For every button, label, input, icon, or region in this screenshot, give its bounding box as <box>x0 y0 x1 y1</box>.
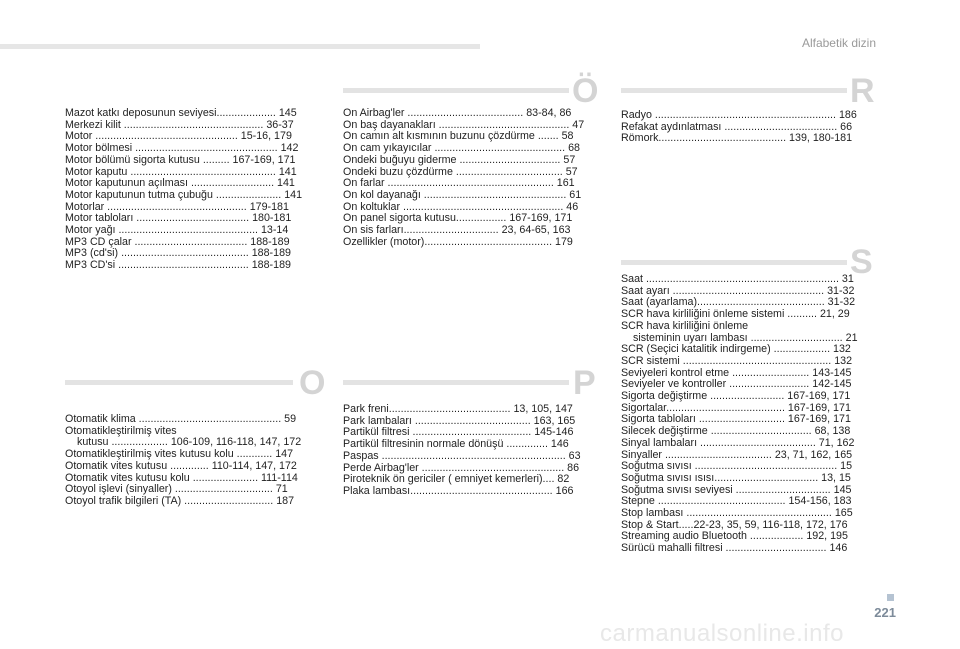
index-entry: SCR sistemi .................................................. 132 <box>621 355 853 367</box>
index-entry: Soğutma sıvısı ısısı................................... 13, 15 <box>621 472 851 484</box>
index-section-p <box>343 404 601 498</box>
section-divider-p <box>343 380 569 385</box>
index-entry: Ön panel sigorta kutusu................. 167-169, 171 <box>343 213 573 225</box>
index-entry: Partikül filtresinin normale dönüşü .............. 146 <box>343 439 569 451</box>
index-entry: Sinyaller .................................... 23, 71, 162, 165 <box>621 449 853 461</box>
index-entry: SCR hava kirliliğini önleme sistemi .......... 21, 29 <box>621 309 850 321</box>
index-entry: Plaka lambası................................................ 166 <box>343 485 574 497</box>
index-entry: SCR (Seçici katalitik indirgeme) ................... 132 <box>621 344 851 356</box>
index-entry: Paspas .............................................................. 63 <box>343 450 581 462</box>
index-entry: SCR hava kirliliğini önleme <box>621 320 749 332</box>
index-entry: Ön baş dayanakları ............................................ 47 <box>343 119 585 131</box>
index-entry: Silecek değiştirme .................................. 68, 138 <box>621 426 851 438</box>
index-entry: Öndeki buzu çözdürme .................................... 57 <box>343 166 578 178</box>
page-number: 221 <box>874 605 896 620</box>
index-entry: Otomatik vites kutusu kolu ...................... 111-114 <box>65 472 298 484</box>
index-entry: Motor kaputu ................................................. 141 <box>65 166 297 178</box>
index-entry: Refakat aydınlatması ...................................... 66 <box>621 121 853 133</box>
index-entry: Park freni......................................... 13, 105, 147 <box>343 404 573 415</box>
index-entry: Motor bölmesi ................................................ 142 <box>65 143 299 155</box>
index-entry: Mazot katkı deposunun seviyesi.................... 145 <box>65 108 297 119</box>
index-entry: Saat ayarı ................................................... 31-32 <box>621 285 855 297</box>
index-entry: Otomatikleştirilmiş vites <box>65 425 177 437</box>
index-entry: Sinyal lambaları ....................................... 71, 162 <box>621 437 855 449</box>
index-entry: Stepne ........................................... 154-156, 183 <box>621 496 852 508</box>
index-entry: Sigorta tabloları ............................. 167-169, 171 <box>621 414 851 426</box>
watermark: carmanualsonline.info <box>600 620 844 647</box>
index-entry: Saat ................................................................. 31 <box>621 274 854 285</box>
index-entry: kutusu ................... 106-109, 116-118, 147, 172 <box>77 437 302 449</box>
section-divider-r <box>621 88 847 93</box>
index-entry: sisteminin uyarı lambası ............................... 21 <box>633 332 858 344</box>
index-entry: Stop & Start.....22-23, 35, 59, 116-118, 172, 176 <box>621 519 848 531</box>
index-section-r <box>621 110 879 145</box>
index-entry: Sigortalar........................................ 167-169, 171 <box>621 402 851 414</box>
index-entry: Römork........................................... 139, 180-181 <box>621 133 853 145</box>
index-section-oe <box>343 108 601 248</box>
index-entry: Otomatikleştirilmiş vites kutusu kolu ............ 147 <box>65 449 294 461</box>
index-entry: Motor tabloları ...................................... 180-181 <box>65 213 292 225</box>
index-entry: MP3 CD çalar ...................................... 188-189 <box>65 236 290 248</box>
header-bar <box>0 44 480 49</box>
section-divider-s <box>621 260 847 265</box>
index-entry: Ön kol dayanağı ................................................ 61 <box>343 189 582 201</box>
index-entry: Motor ................................................ 15-16, 179 <box>65 131 292 143</box>
index-entry: Motor kaputunun açılması ............................ 141 <box>65 178 295 190</box>
index-entry: Soğutma sıvısı ................................................ 15 <box>621 461 853 473</box>
index-entry: Seviyeleri kontrol etme .......................... 143-145 <box>621 367 852 379</box>
index-entry: Otomatik vites kutusu ............. 110-114, 147, 172 <box>65 460 297 472</box>
section-divider-o <box>65 380 293 385</box>
index-entry: Saat (ayarlama)........................................... 31-32 <box>621 297 856 309</box>
index-entry: Sigorta değiştirme ......................... 167-169, 171 <box>621 391 851 403</box>
index-section-o <box>65 414 323 508</box>
page-header-title: Alfabetik dizin <box>801 36 876 50</box>
index-entry: Motor yağı ............................................... 13-14 <box>65 225 289 237</box>
section-divider-oe <box>343 88 569 93</box>
index-entry: Ön Airbag'ler ....................................... 83-84, 86 <box>343 108 572 119</box>
index-entry: Piroteknik ön gericiler ( emniyet kemerleri).... 82 <box>343 474 570 486</box>
index-entry: Otoyol trafik bilgileri (TA) .............................. 187 <box>65 495 295 507</box>
index-entry: Merkezi kilit ............................................... 36-37 <box>65 119 294 131</box>
section-letter-p: P <box>573 364 596 402</box>
index-section-s <box>621 274 879 555</box>
index-entry: Park lambaları ....................................... 163, 165 <box>343 415 576 427</box>
index-entry: Sürücü mahalli filtresi .................................. 146 <box>621 543 848 555</box>
index-entry: Ön cam yıkayıcılar ............................................ 68 <box>343 143 580 155</box>
index-entry: Seviyeler ve kontroller ........................... 142-145 <box>621 379 852 391</box>
index-entry: Ön sis farları................................ 23, 64-65, 163 <box>343 225 571 237</box>
index-entry: MP3 (cd'si) ........................................... 188-189 <box>65 248 291 260</box>
index-entry: Soğutma sıvısı seviyesi ................................ 145 <box>621 484 852 496</box>
index-entry: Özellikler (motor)........................................... 179 <box>343 236 573 248</box>
index-entry: Motor kaputunun tutma çubuğu ...................... 141 <box>65 189 303 201</box>
index-entry: Perde Airbag'ler ................................................ 86 <box>343 462 580 474</box>
section-letter-s: S <box>850 243 873 281</box>
index-entry: Motor bölümü sigorta kutusu ......... 167-169, 171 <box>65 154 296 166</box>
index-entry: Streaming audio Bluetooth .................. 192, 195 <box>621 531 848 543</box>
index-entry: Ön camın alt kısmının buzunu çözdürme ....... 58 <box>343 131 574 143</box>
section-letter-o: O <box>299 364 326 402</box>
index-entry: Ön koltuklar ...................................................... 46 <box>343 201 579 213</box>
index-entry: Öndeki buğuyu giderme .................................. 57 <box>343 154 576 166</box>
index-entry: Motorlar ............................................... 179-181 <box>65 201 289 213</box>
index-entry: Otoyol işlevi (sinyaller) ................................. 71 <box>65 484 288 496</box>
page-marker <box>887 594 894 601</box>
section-letter-oe: Ö <box>572 72 599 110</box>
index-entry: Ön farlar ........................................................ 161 <box>343 178 575 190</box>
index-entry: Radyo ............................................................. 186 <box>621 110 857 121</box>
index-column-m <box>65 108 323 272</box>
index-entry: Otomatik klima ................................................ 59 <box>65 414 297 425</box>
index-entry: Stop lambası ................................................. 165 <box>621 508 853 520</box>
index-entry: MP3 CD'si ............................................ 188-189 <box>65 260 291 272</box>
index-entry: Partikül filtresi ........................................ 145-146 <box>343 427 574 439</box>
section-letter-r: R <box>850 72 875 110</box>
